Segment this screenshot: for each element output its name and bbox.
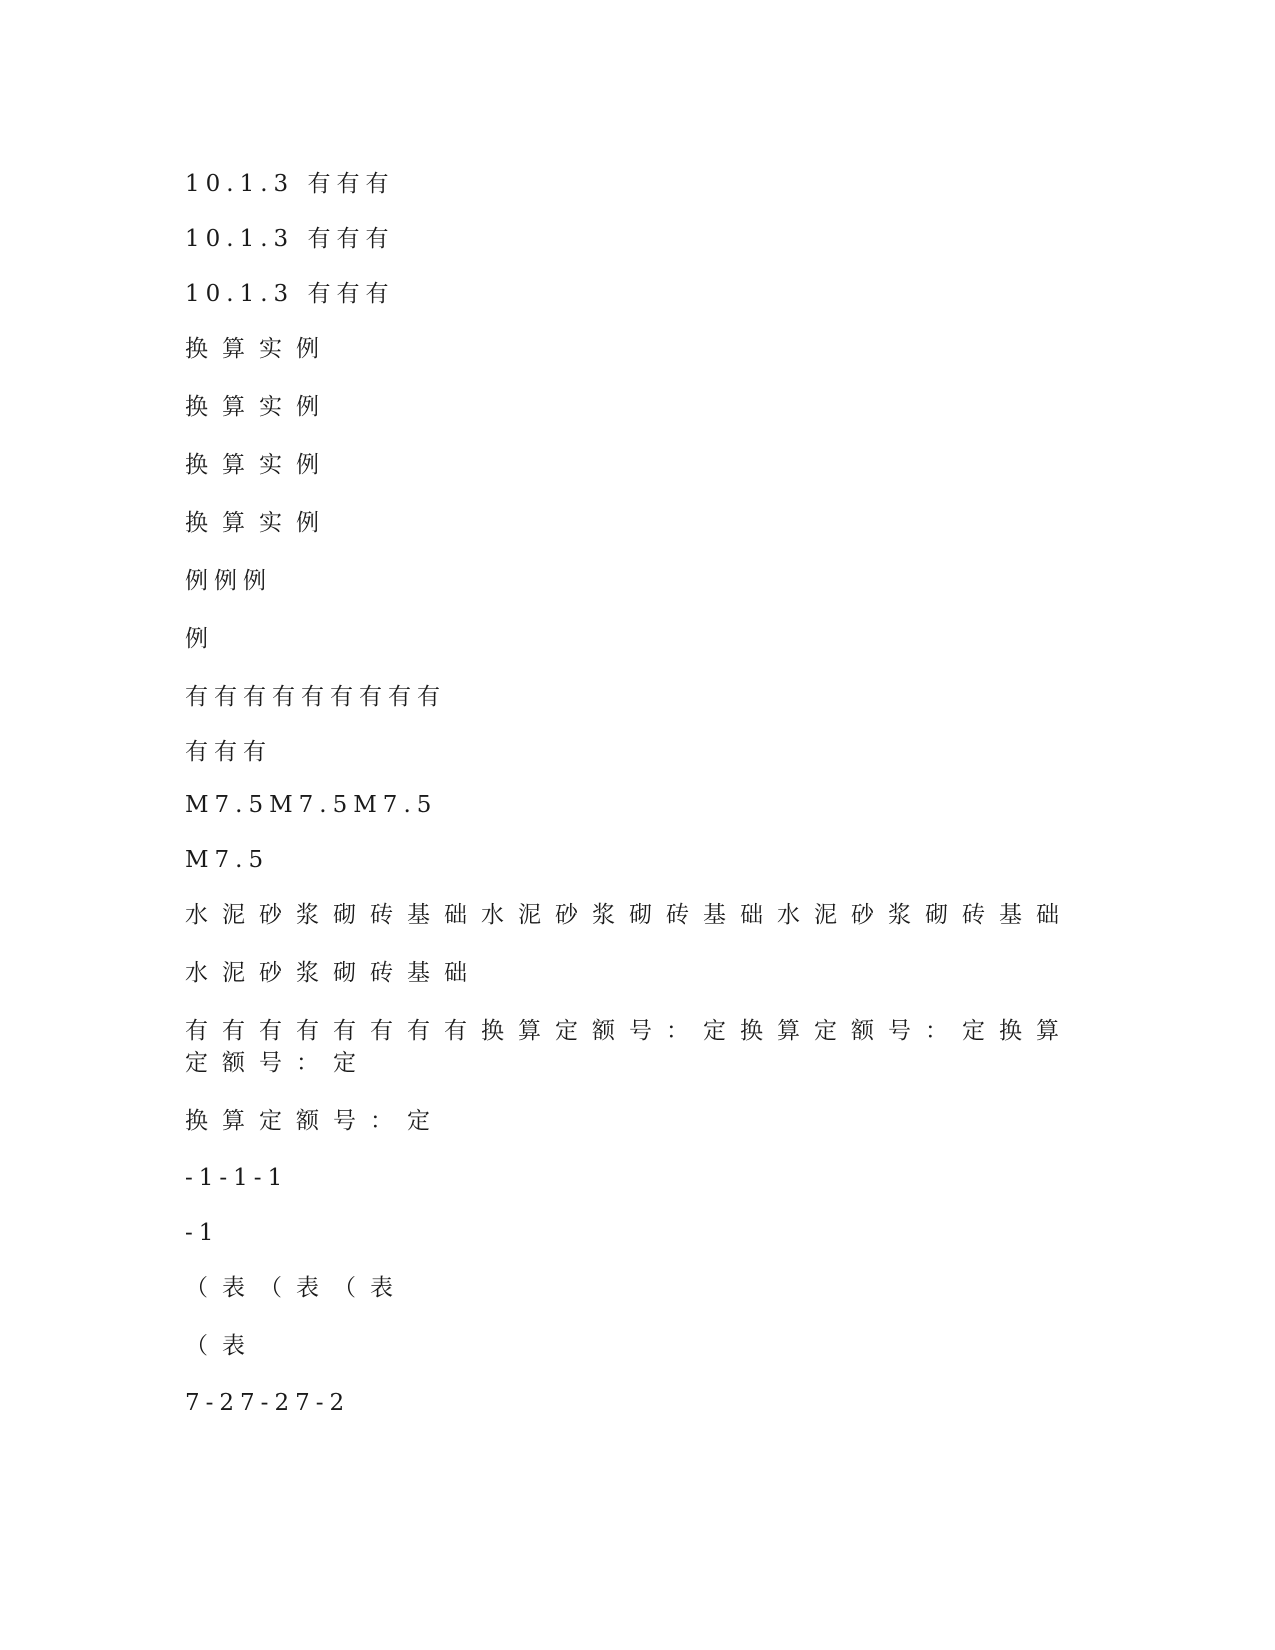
text-line: 有有有: [185, 739, 272, 765]
text-line: M7.5M7.5M7.5: [185, 792, 438, 818]
text-line: -1-1-1: [185, 1165, 289, 1191]
text-line: 换算实例: [185, 510, 333, 536]
text-line: 换算实例: [185, 394, 333, 420]
text-line: -1: [185, 1220, 220, 1246]
section-heading: 10.1.3 有有有: [185, 281, 395, 307]
text-line: 换算实例: [185, 336, 333, 362]
text-line: 换算实例: [185, 452, 333, 478]
text-line: 7-27-27-2: [185, 1390, 351, 1416]
section-heading: 10.1.3 有有有: [185, 226, 395, 252]
text-line: （表（表（表: [185, 1275, 407, 1301]
text-line: 例: [185, 626, 214, 652]
text-line: 水泥砂浆砌砖基础: [185, 960, 481, 986]
text-line: 例例例: [185, 568, 272, 594]
text-line: 有有有有有有有有有: [185, 684, 446, 710]
text-line: 水泥砂浆砌砖基础水泥砂浆砌砖基础水泥砂浆砌砖基础: [185, 902, 1073, 928]
section-heading: 10.1.3 有有有: [185, 171, 395, 197]
text-line: M7.5: [185, 847, 270, 873]
text-line: （表: [185, 1333, 259, 1359]
text-line: 换算定额号：定: [185, 1108, 444, 1134]
text-paragraph: 有有有有有有有有换算定额号：定换算定额号：定换算定额号：定: [185, 1018, 1073, 1076]
